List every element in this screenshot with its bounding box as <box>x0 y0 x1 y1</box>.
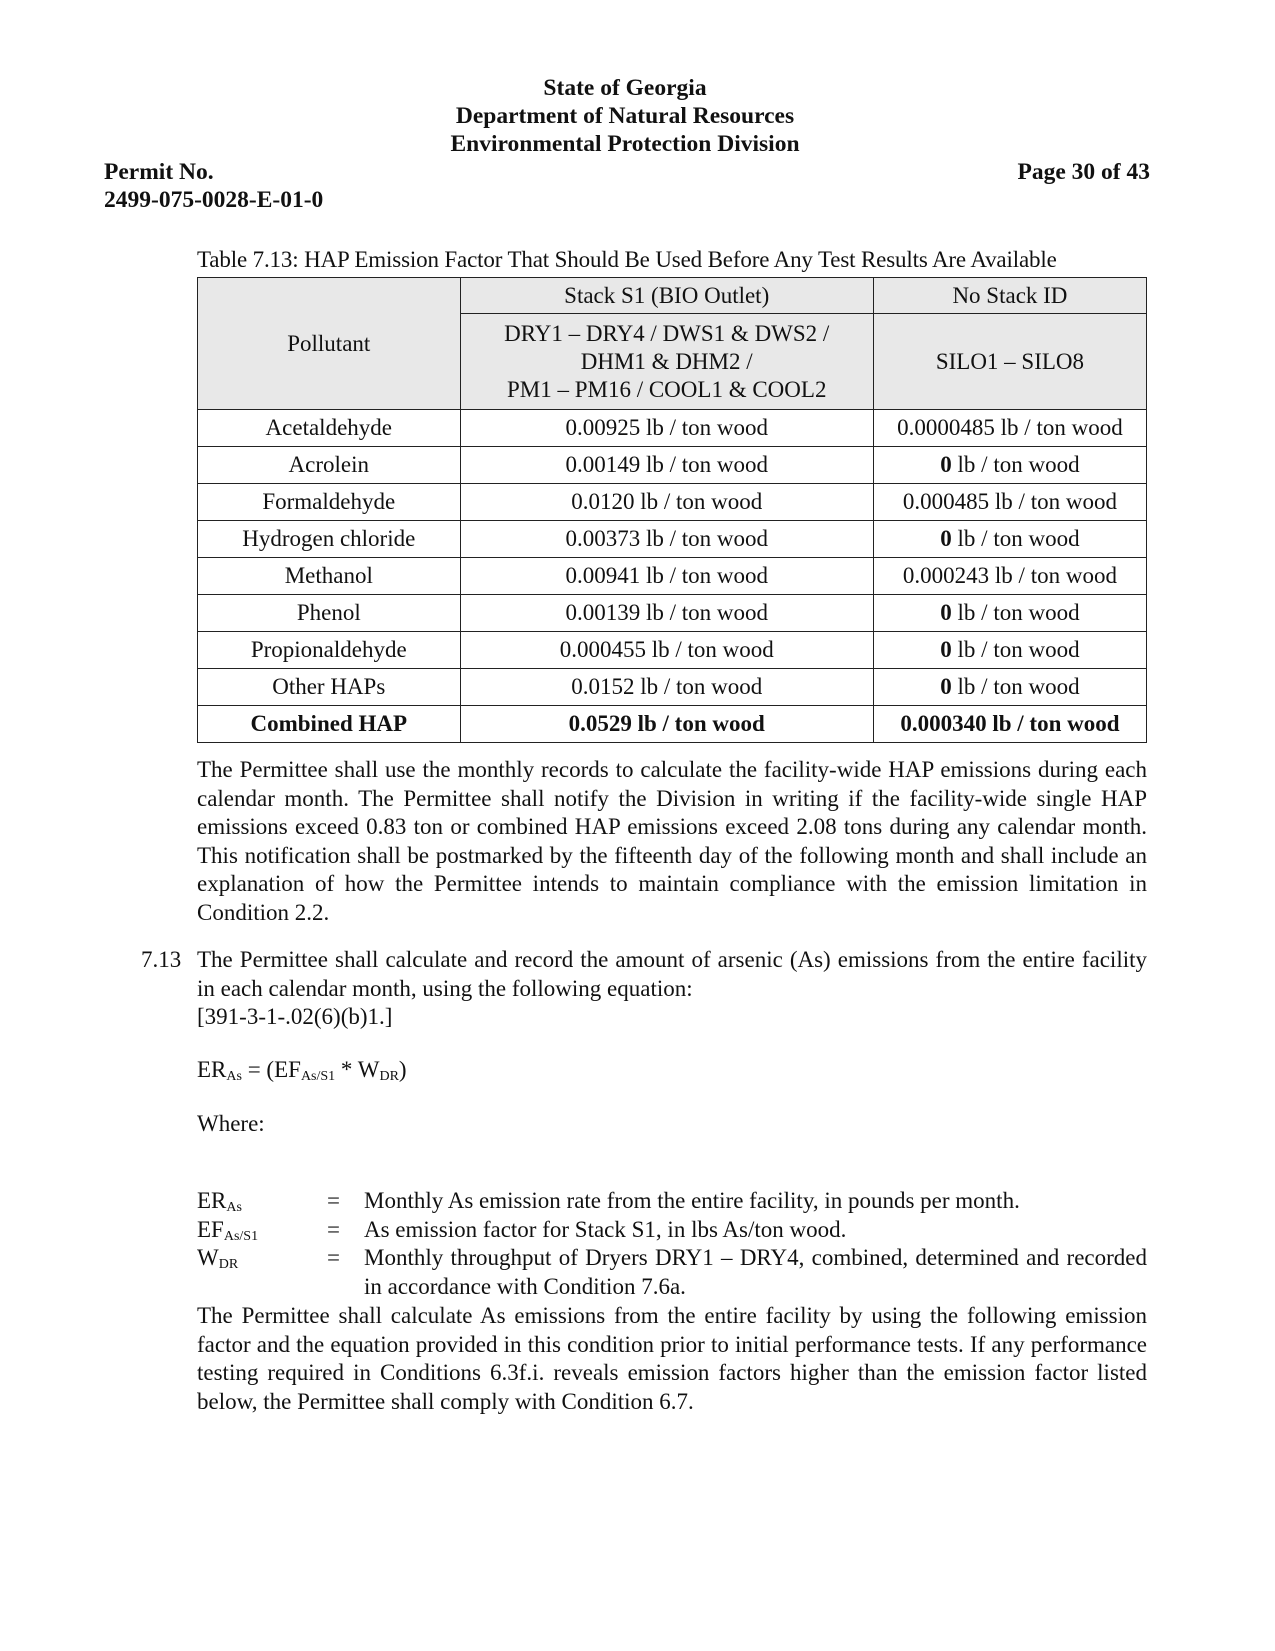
table-row <box>198 484 1147 521</box>
pollutant-cell: Phenol <box>198 595 461 632</box>
condition-citation: [391-3-1-.02(6)(b)1.] <box>197 1004 393 1029</box>
eq-w-sub: DR <box>379 1069 399 1084</box>
condition-body: The Permittee shall calculate and record the amount of arsenic (As) emissions from the entire facility in each calendar month, using the following equation: <box>197 947 1147 1001</box>
table-row <box>198 521 1147 558</box>
definition-text: Monthly As emission rate from the entire facility, in pounds per month. <box>364 1188 1020 1213</box>
silo-factor-cell <box>873 558 1146 595</box>
silo-factor-value: 0.000485 <box>902 489 990 514</box>
table-caption: Table 7.13: HAP Emission Factor That Should Be Used Before Any Test Results Are Available <box>197 247 1057 272</box>
definition-symbol: $EF_{As/S1}$ <box>197 1216 259 1244</box>
pollutant-cell: Propionaldehyde <box>198 632 461 669</box>
silo-factor-cell <box>873 669 1146 706</box>
table-row <box>198 558 1147 595</box>
silo-factor-unit: lb / ton wood <box>951 526 1080 551</box>
pollutant-cell: Hydrogen chloride <box>198 521 461 558</box>
table-row <box>198 447 1147 484</box>
definitions-list <box>197 1187 1147 1301</box>
definition-equals: = <box>327 1245 340 1270</box>
hap-emission-factor-table <box>197 277 1147 743</box>
s1-factor-cell: 0.000455 lb / ton wood <box>460 632 873 669</box>
silo-factor-value: 0.0000485 <box>897 415 995 440</box>
pollutant-cell: Acetaldehyde <box>198 410 461 447</box>
pollutant-cell: Acrolein <box>198 447 461 484</box>
silo-factor-unit: lb / ton wood <box>989 489 1117 514</box>
silo-factor-cell: 0.000340 lb / ton wood <box>873 706 1146 743</box>
page-number: Page 30 of 43 <box>1017 159 1150 185</box>
permit-label: Permit No. <box>104 159 214 185</box>
s1-units-line: DHM1 & DHM2 / <box>580 348 753 374</box>
where-label: Where: <box>197 1111 265 1136</box>
table-row <box>198 632 1147 669</box>
s1-factor-cell: 0.0529 lb / ton wood <box>460 706 873 743</box>
s1-units-line: DRY1 – DRY4 / DWS1 & DWS2 / <box>504 320 830 346</box>
condition-text <box>197 946 1147 1032</box>
silo-factor-cell <box>873 484 1146 521</box>
agency-line-department: Department of Natural Resources <box>455 103 795 129</box>
s1-factor-cell: 0.0152 lb / ton wood <box>460 669 873 706</box>
silo-factor-value: 0.000243 <box>902 563 990 588</box>
pollutant-cell: Formaldehyde <box>198 484 461 521</box>
silo-factor-unit: lb / ton wood <box>994 415 1123 440</box>
silo-factor-cell <box>873 410 1146 447</box>
pollutant-cell: Combined HAP <box>198 706 461 743</box>
silo-units-header: SILO1 – SILO8 <box>873 314 1146 410</box>
silo-factor-cell <box>873 595 1146 632</box>
eq-open: = (EF <box>241 1057 301 1082</box>
definition-item <box>197 1244 1147 1301</box>
silo-factor-cell <box>873 521 1146 558</box>
no-stack-header: No Stack ID <box>873 278 1146 314</box>
silo-factor-value: 0 <box>940 452 952 477</box>
table-row <box>198 595 1147 632</box>
condition-number: 7.13 <box>141 947 182 972</box>
silo-factor-value: 0 <box>940 526 952 551</box>
table-row <box>198 410 1147 447</box>
s1-factor-cell: 0.00941 lb / ton wood <box>460 558 873 595</box>
s1-factor-cell: 0.00925 lb / ton wood <box>460 410 873 447</box>
s1-factor-cell: 0.00373 lb / ton wood <box>460 521 873 558</box>
agency-line-division: Environmental Protection Division <box>450 131 800 157</box>
definition-equals: = <box>327 1188 340 1213</box>
eq-mult: * W <box>335 1057 380 1082</box>
stack-s1-header: Stack S1 (BIO Outlet) <box>460 278 873 314</box>
definition-text: Monthly throughput of Dryers DRY1 – DRY4, combined, determined and recorded in accordance with Condition 7.6a. <box>364 1245 1147 1299</box>
s1-units-line: PM1 – PM16 / COOL1 & COOL2 <box>506 376 827 402</box>
permit-info <box>104 158 323 214</box>
table-row <box>198 669 1147 706</box>
definition-equals: = <box>327 1216 340 1242</box>
table-row-total <box>198 706 1147 743</box>
silo-factor-cell <box>873 632 1146 669</box>
eq-lhs-sub: As <box>226 1069 242 1084</box>
pollutant-cell: Other HAPs <box>198 669 461 706</box>
definition-item <box>197 1216 1147 1245</box>
pollutant-header: Pollutant <box>198 278 461 410</box>
hap-notification-paragraph: The Permittee shall use the monthly records to calculate the facility-wide HAP emissions during each calendar month. The Permittee shall notify the Division in writing if the facility-wide single HAP emissions exceed 0.83 ton or combined HAP emissions exceed 2.08 tons during any calendar month. This notification shall be postmarked by the fifteenth day of the following month and shall include an explanation of how the Permittee intends to maintain compliance with the emission limitation in Condition 2.2. <box>197 757 1147 925</box>
permit-number: 2499-075-0028-E-01-0 <box>104 187 324 213</box>
silo-factor-value: 0 <box>940 600 952 625</box>
eq-lhs: ER <box>197 1057 227 1082</box>
arsenic-equation <box>197 1056 407 1092</box>
silo-factor-value: 0 <box>940 637 952 662</box>
silo-factor-unit: lb / ton wood <box>951 637 1080 662</box>
definition-symbol: $ER_{As}$ <box>197 1188 242 1215</box>
silo-factor-value: 0 <box>940 674 952 699</box>
pollutant-cell: Methanol <box>198 558 461 595</box>
silo-factor-unit: lb / ton wood <box>951 674 1080 699</box>
s1-units-header <box>460 314 873 410</box>
s1-factor-cell: 0.00149 lb / ton wood <box>460 447 873 484</box>
s1-factor-cell: 0.0120 lb / ton wood <box>460 484 873 521</box>
definition-item <box>197 1187 1147 1216</box>
silo-factor-unit: lb / ton wood <box>951 600 1080 625</box>
eq-ef-sub: As/S1 <box>300 1069 336 1084</box>
agency-line-state: State of Georgia <box>543 75 707 101</box>
page-header <box>104 74 1150 216</box>
s1-factor-cell: 0.00139 lb / ton wood <box>460 595 873 632</box>
silo-factor-unit: lb / ton wood <box>951 452 1080 477</box>
definition-text: As emission factor for Stack S1, in lbs As/ton wood. <box>364 1216 847 1242</box>
arsenic-factor-paragraph: The Permittee shall calculate As emissions from the entire facility by using the following emission factor and the equation provided in this condition prior to initial performance tests. If any performance testing required in Conditions 6.3f.i. reveals emission factors higher than the emission factor listed below, the Permittee shall comply with Condition 6.7. <box>197 1303 1147 1414</box>
definition-symbol: $W_{DR}$ <box>197 1245 239 1272</box>
eq-close: ) <box>398 1057 407 1082</box>
silo-factor-cell <box>873 447 1146 484</box>
silo-factor-unit: lb / ton wood <box>989 563 1117 588</box>
